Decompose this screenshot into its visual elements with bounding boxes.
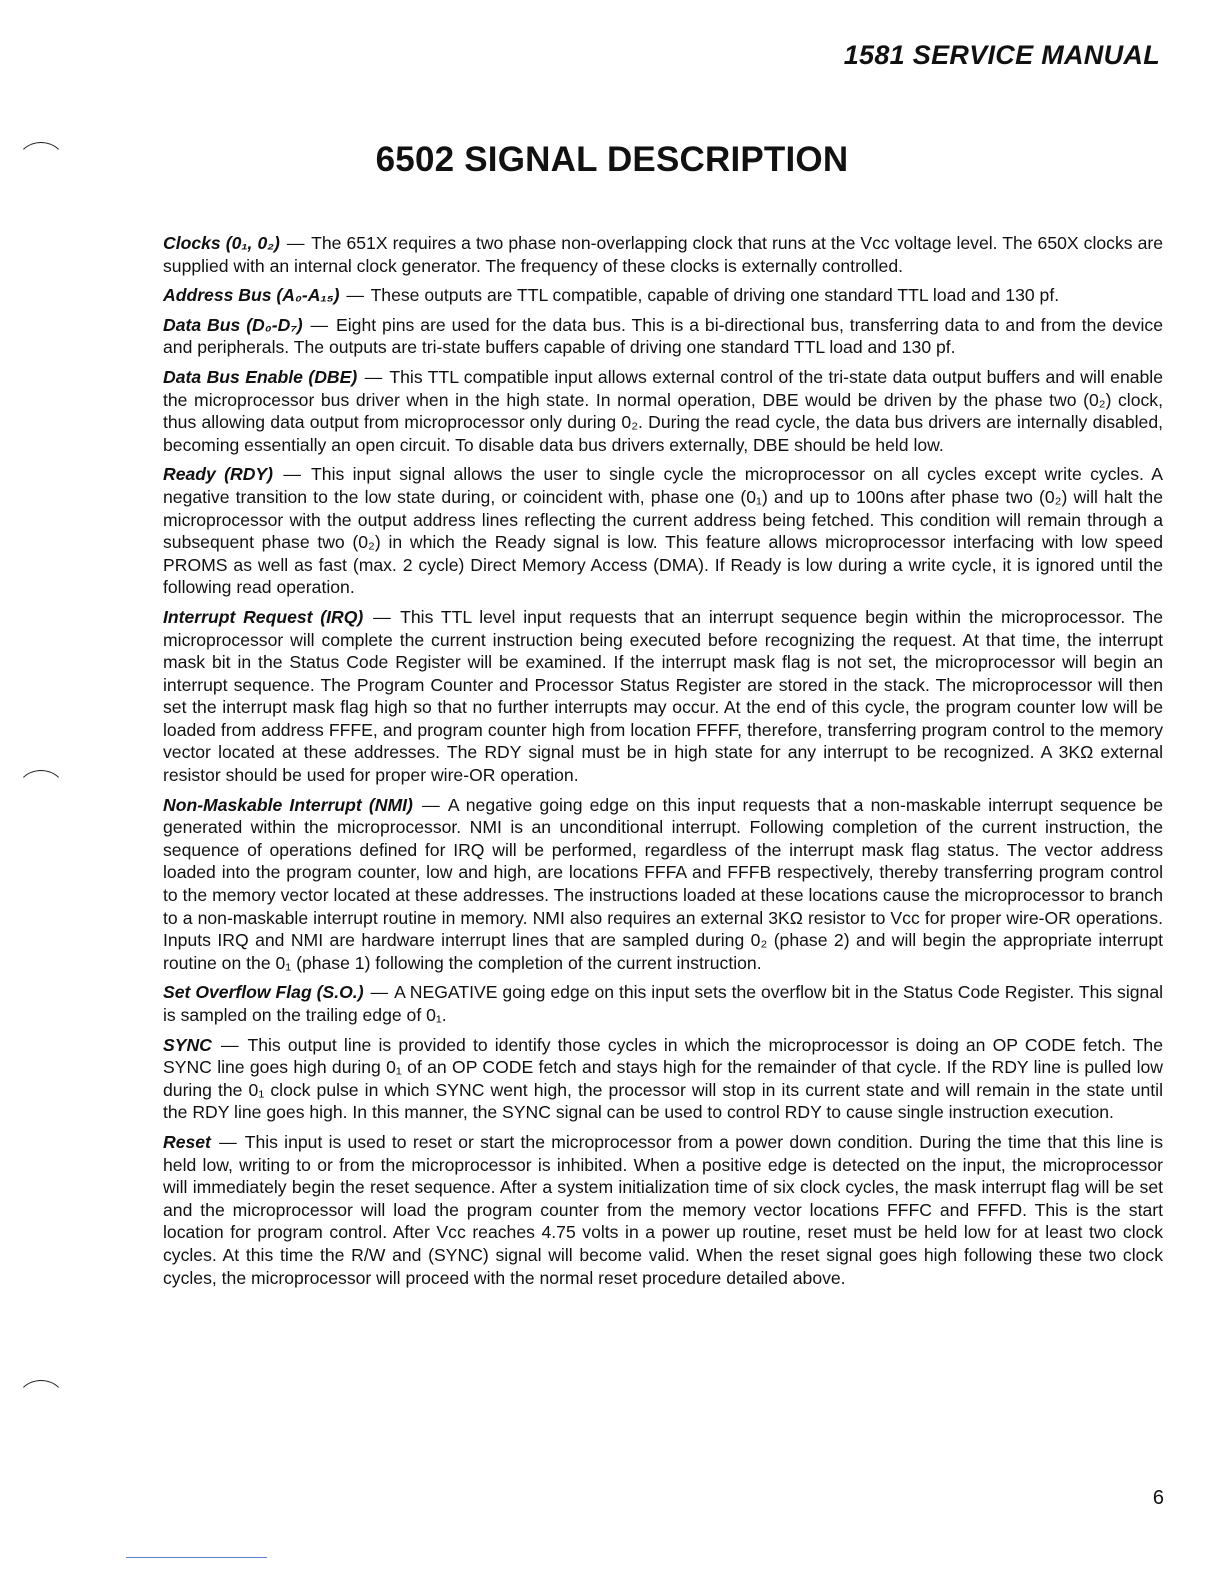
separator-dash: —: [346, 285, 364, 306]
signal-text: This output line is provided to identify those cycles in which the microprocessor is doing an OP CODE fetch. The SYNC line goes high during 0₁ of an OP CODE fetch and stays high for the remainder of that cycle. If the RDY line is pulled low during the 0₁ clock pulse in which SYNC went high, the processor will stop in its current state and will remain in the state until the RDY line goes high. In this manner, the SYNC signal can be used to control RDY to cause single instruction execution.: [163, 1034, 1164, 1123]
signal-text: A negative going edge on this input requests that a non-maskable interrupt sequence be generated within the microprocessor. NMI is an unconditional interrupt. Following completion of the current instruction, the sequence of operations defined for IRQ will be performed, regardless of the interrupt mask flag status. The vector address loaded into the program counter, low and high, are locations FFFA and FFFB respectively, thereby transferring program control to the memory vector located at these addresses. The instructions loaded at these locations cause the microprocessor to branch to a non-maskable interrupt routine in memory. NMI also requires an external 3KΩ resistor to Vcc for proper wire-OR operations. Inputs IRQ and NMI are hardware interrupt lines that are sampled during 0₂ (phase 2) and will begin the appropriate interrupt routine on the 0₁ (phase 1) following the completion of the current instruction.: [163, 794, 1164, 973]
signal-term: Data Bus Enable (DBE): [163, 366, 358, 387]
signal-paragraph: [163, 463, 1163, 599]
page-title: 6502 SIGNAL DESCRIPTION: [375, 140, 849, 179]
signal-term: Reset: [163, 1131, 211, 1152]
signal-paragraph: [163, 606, 1163, 787]
signal-text: This input signal allows the user to single cycle the microprocessor on all cycles except write cycles. A negative transition to the low state during, or coincident with, phase one (0₁) and up to 100ns after phase two (0₂) will halt the microprocessor with the output address lines reflecting the current address being fetched. This condition will remain through a subsequent phase two (0₂) in which the Ready signal is low. This feature allows microprocessor interfacing with low speed PROMS as well as fast (max. 2 cycle) Direct Memory Access (DMA). If Ready is low during a write cycle, it is ignored until the following read operation.: [163, 464, 1163, 598]
signal-text: Eight pins are used for the data bus. This is a bi-directional bus, transferring data to and from the device and peripherals. The outputs are tri-state buffers capable of driving one standard TTL load and 130 pf.: [163, 314, 1164, 358]
signal-paragraph: [163, 1034, 1163, 1124]
page-number: 6: [1152, 1487, 1164, 1509]
signal-term: SYNC: [163, 1034, 212, 1055]
signal-term: Set Overflow Flag (S.O.): [163, 982, 364, 1003]
signal-term: Non-Maskable Interrupt (NMI): [163, 794, 413, 815]
separator-dash: —: [370, 982, 389, 1003]
separator-dash: —: [364, 366, 383, 387]
signal-term: Data Bus (D₀-D₇): [163, 314, 303, 335]
signal-text: This TTL level input requests that an interrupt sequence begin within the microprocessor. The microprocessor will complete the current instruction being executed before recognizing the request. At that time, the interrupt mask bit in the Status Code Register will be examined. If the interrupt mask flag is not set, the microprocessor will begin an interrupt sequence. The Program Counter and Processor Status Register are stored in the stack. The microprocessor will then set the interrupt mask flag high so that no further interrupts may occur. At the end of this cycle, the program counter low will be loaded from address FFFE, and program counter high from location FFFF, therefore, transferring program control to the memory vector located at these addresses. The RDY signal must be in high state for any interrupt to be recognized. A 3KΩ external resistor should be used for proper wire-OR operation.: [163, 606, 1164, 786]
signal-paragraph: [163, 284, 1163, 307]
signal-text: These outputs are TTL compatible, capable of driving one standard TTL load and 130 pf.: [370, 285, 1060, 306]
signal-text: The 651X requires a two phase non-overlapping clock that runs at the Vcc voltage level. The 650X clocks are supplied with an internal clock generator. The frequency of these clocks is externally controlled.: [163, 233, 1163, 276]
footer-rule: [126, 1557, 267, 1558]
signal-paragraph: [163, 366, 1163, 456]
signal-paragraph: [163, 1131, 1163, 1289]
signal-term: Ready (RDY): [163, 464, 274, 485]
separator-dash: —: [219, 1131, 237, 1152]
signal-paragraph: [163, 794, 1163, 975]
page-header: 1581 SERVICE MANUAL: [843, 40, 1160, 70]
binder-hole-mark-icon: [16, 1380, 66, 1426]
separator-dash: —: [286, 233, 305, 253]
separator-dash: —: [422, 794, 440, 815]
signal-term: Address Bus (A₀-A₁₅): [163, 285, 340, 306]
signal-paragraph: [163, 981, 1163, 1026]
signal-term: Clocks (0₁, 0₂): [163, 233, 280, 253]
signal-paragraph: [163, 232, 1163, 277]
signal-text: A NEGATIVE going edge on this input sets the overflow bit in the Status Code Register. This signal is sampled on the trailing edge of 0₁.: [163, 982, 1164, 1025]
binder-hole-mark-icon: [16, 770, 66, 816]
separator-dash: —: [373, 606, 391, 627]
signal-descriptions: [163, 232, 1163, 1296]
signal-paragraph: [163, 314, 1163, 359]
signal-text: This TTL compatible input allows external control of the tri-state data output buffers and will enable the microprocessor bus driver when in the high state. In normal operation, DBE would be driven by the phase two (0₂) clock, thus allowing data output from microprocessor only during 0₂. During the read cycle, the data bus drivers are internally disabled, becoming essentially an open circuit. To disable data bus drivers externally, DBE should be held low.: [163, 366, 1163, 455]
binder-hole-mark-icon: [16, 142, 66, 188]
separator-dash: —: [221, 1034, 239, 1055]
separator-dash: —: [310, 314, 329, 335]
separator-dash: —: [283, 464, 301, 485]
signal-term: Interrupt Request (IRQ): [163, 606, 364, 627]
signal-text: This input is used to reset or start the microprocessor from a power down condition. During the time that this line is held low, writing to or from the microprocessor is inhibited. When a positive edge is detected on the input, the microprocessor will immediately begin the reset sequence. After a system initialization time of six clock cycles, the mask interrupt flag will be set and the microprocessor will load the program counter from the memory vector locations FFFC and FFFD. This is the start location for program control. After Vcc reaches 4.75 volts in a power up routine, reset must be held low for at least two clock cycles. At this time the R/W and (SYNC) signal will become valid. When the reset signal goes high following these two clock cycles, the microprocessor will proceed with the normal reset procedure detailed above.: [163, 1131, 1164, 1288]
